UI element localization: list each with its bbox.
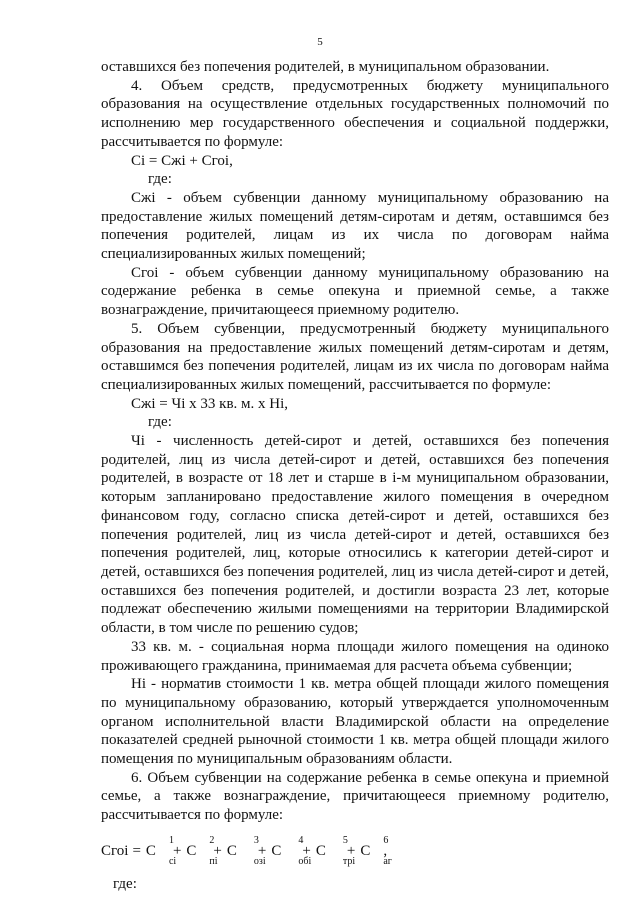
paragraph: оставшихся без попечения родителей, в муниципальном образовании. bbox=[101, 59, 550, 75]
formula-czhi: Cжi = Чi x 33 кв. м. x Hi, bbox=[131, 395, 289, 412]
formula-term: C 5 трi bbox=[315, 835, 356, 868]
formula-term: C 6 аг bbox=[360, 835, 392, 868]
formula-cgoi bbox=[101, 835, 609, 869]
paragraph: Чi - численность детей-сирот и детей, оставшихся без попечения родителей, лиц из числа детей-сирот и детей, оставшихся без попечения родителей, в возрасте от 18 лет и старше в i-м муниципальном образовании, которым запланировано предоставление жилого помещения в очередном финансовом году, согласно списка детей-сирот и детей, оставшихся без попечения родителей, лиц из числа детей-сирот и детей, оставшихся без попечения родителей, лиц, которые относились к категории детей-сирот и детей, оставшихся без попечения родителей, лиц из числа детей-сирот и детей, оставшихся без попечения родителей, и достигли возраста 23 лет, которые подлежат обеспечению жилыми помещениями на территории Владимирской области, в том числе по решению судов; bbox=[101, 433, 609, 637]
paragraph: 33 кв. м. - социальная норма площади жилого помещения на одиноко проживающего гражданина, принимаемая для расчета объема субвенции; bbox=[101, 638, 609, 674]
where-label: где: bbox=[148, 414, 172, 431]
formula-plus: + bbox=[302, 843, 311, 860]
formula-equals: = bbox=[132, 843, 141, 860]
formula-term: C 1 ci bbox=[145, 835, 177, 868]
page-number: 5 bbox=[317, 36, 323, 48]
paragraph: 6. Объем субвенции на содержание ребенка в семье опекуна и приемной семье, а также вознаграждение, причитающееся приемному родителю, рассчитывается по формуле: bbox=[101, 769, 609, 824]
paragraph: Hi - норматив стоимости 1 кв. метра общей площади жилого помещения по муниципальному образованию, который утверждается уполномоченным органом исполнительной власти Владимирской области на определение показателей средней рыночной стоимости 1 кв. метра общей площади жилого помещения по муниципальным образованиям области. bbox=[101, 676, 609, 768]
formula-lhs: Cгоi bbox=[101, 843, 129, 860]
formula-ci: Ci = Cжi + Cгоi, bbox=[131, 152, 233, 169]
formula-plus: + bbox=[346, 843, 356, 860]
paragraph: Cгоi - объем субвенции данному муниципальному образованию на содержание ребенка в семье опекуна и приемной семье, а также вознаграждение, причитающееся приемному родителю. bbox=[101, 264, 609, 319]
where-label: где: bbox=[113, 875, 137, 892]
paragraph: 5. Объем субвенции, предусмотренный бюджету муниципального образования на предоставление жилых помещений детям-сиротам и детям, оставшимся без попечения родителей, лицам из их числа по договорам найма специализированных жилых помещений, рассчитывается по формуле: bbox=[101, 320, 609, 393]
formula-term: C 2 пi bbox=[186, 835, 218, 868]
formula-plus: + bbox=[213, 843, 222, 860]
formula-term: C 4 обi bbox=[271, 835, 312, 868]
formula-plus: + bbox=[257, 843, 267, 860]
formula-term: C 3 озi bbox=[226, 835, 266, 868]
paragraph: Cжi - объем субвенции данному муниципальному образованию на предоставление жилых помещений детям-сиротам и детям, оставшимся без попечения родителей, лицам из их числа по договорам найма специализированных жилых помещений; bbox=[101, 189, 609, 263]
formula-end: , bbox=[383, 843, 388, 860]
document-body bbox=[101, 58, 609, 894]
where-label: где: bbox=[148, 171, 172, 188]
paragraph: 4. Объем средств, предусмотренных бюджету муниципального образования на осуществление отдельных государственных полномочий по исполнению мер государственного обеспечения и социальной поддержки, рассчитывается по формуле: bbox=[101, 77, 609, 150]
formula-plus: + bbox=[172, 843, 182, 860]
